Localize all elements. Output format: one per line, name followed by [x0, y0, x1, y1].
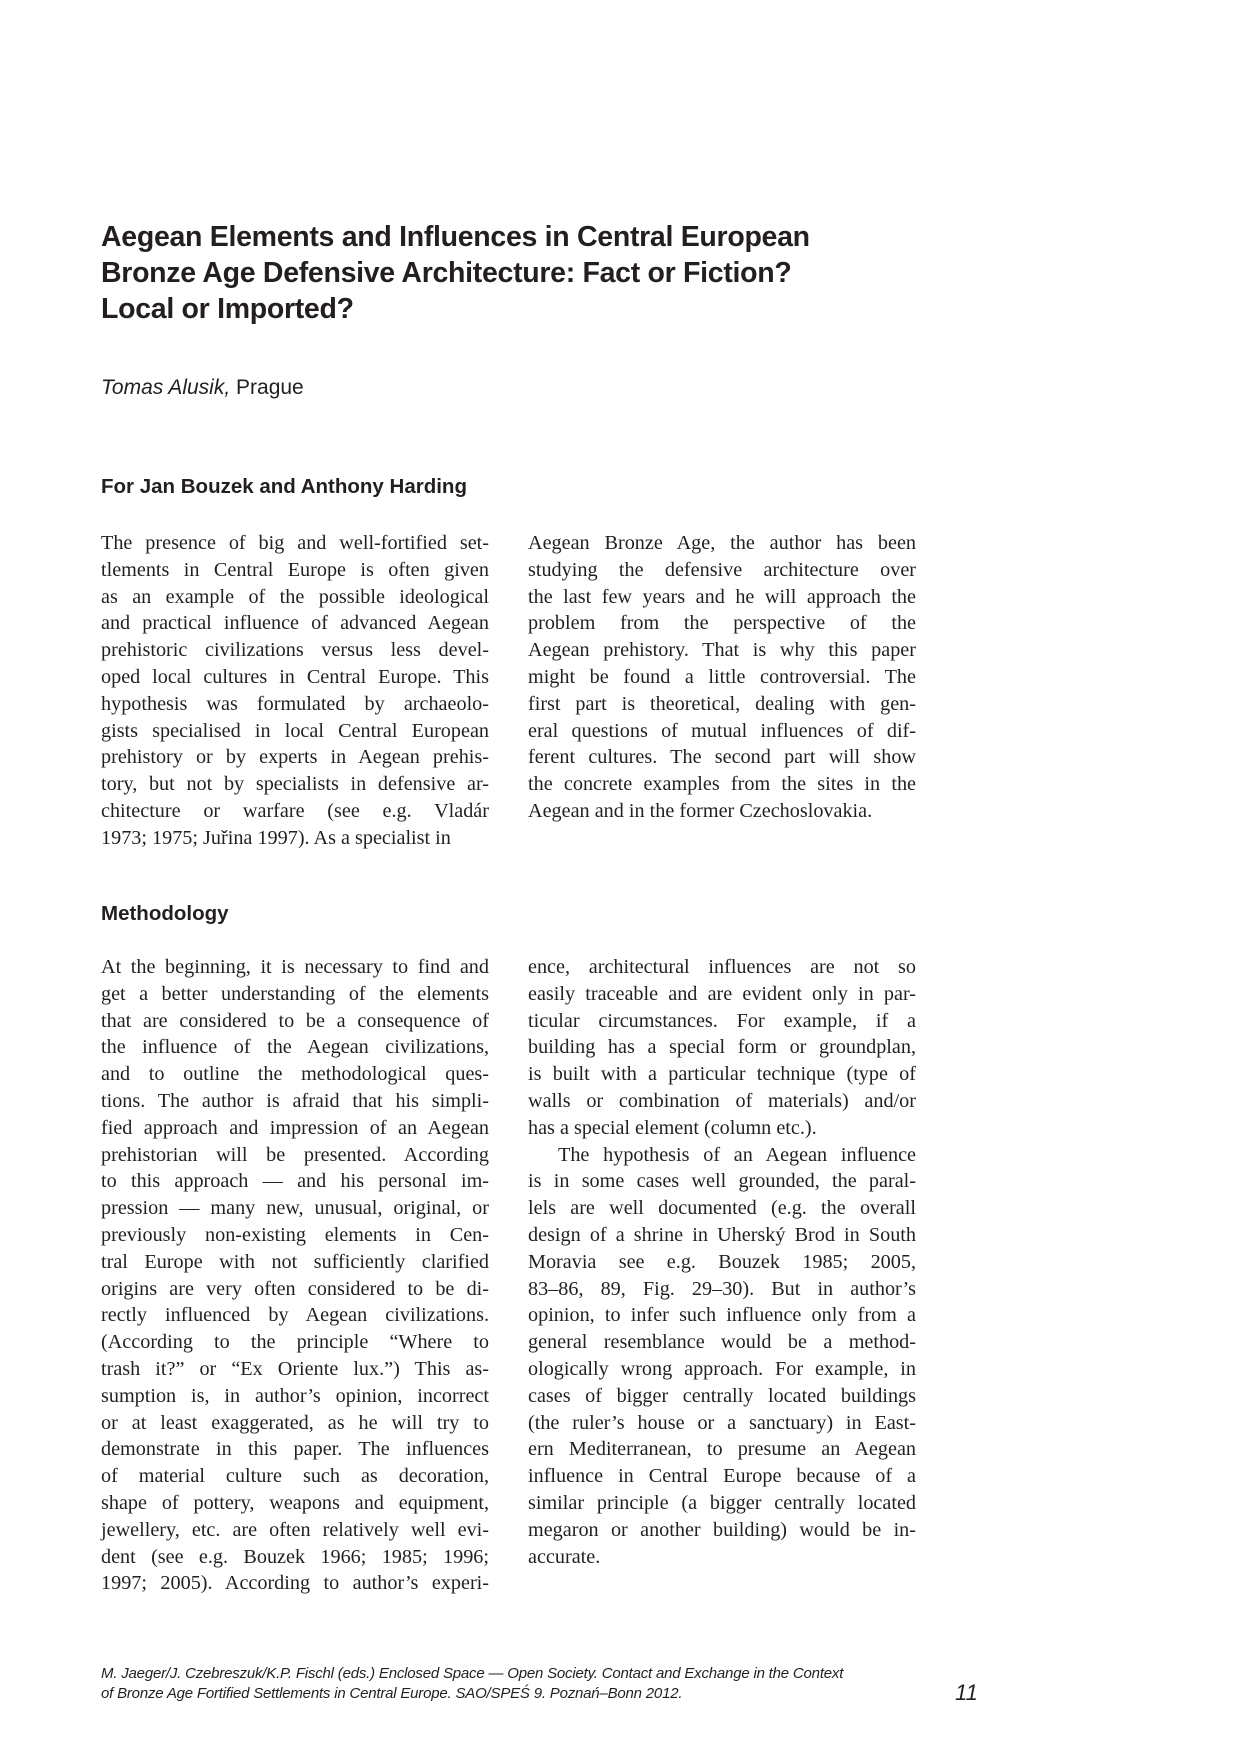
text-line: sumption is, in author’s opinion, incorrect	[101, 1384, 489, 1407]
text-line: ologically wrong approach. For example, in	[528, 1357, 916, 1380]
text-line: has a special element (column etc.).	[528, 1116, 817, 1139]
text-line: as an example of the possible ideological	[101, 585, 489, 608]
author-line	[101, 374, 304, 402]
citation-footer	[101, 1664, 843, 1704]
author-place: Prague	[236, 376, 304, 399]
text-line: or at least exaggerated, as he will try to	[101, 1411, 489, 1434]
text-line: tral Europe with not sufficiently clarified	[101, 1250, 489, 1273]
methodology-left-column	[101, 954, 489, 1597]
text-line: ern Mediterranean, to presume an Aegean	[528, 1438, 916, 1461]
text-line: influence in Central Europe because of a	[528, 1465, 916, 1488]
text-line: origins are very often considered to be di-	[101, 1277, 489, 1300]
text-line: of material culture such as decoration,	[101, 1465, 489, 1488]
text-line: walls or combination of materials) and/or	[528, 1089, 916, 1112]
text-line: demonstrate in this paper. The influences	[101, 1438, 489, 1461]
text-line: The presence of big and well-fortified set-	[101, 532, 489, 554]
text-line: cases of bigger centrally located buildings	[528, 1384, 916, 1407]
text-line: that are considered to be a consequence of	[101, 1009, 489, 1032]
text-line: prehistory or by experts in Aegean prehis-	[101, 746, 489, 769]
text-line: the influence of the Aegean civilizations,	[101, 1036, 489, 1059]
text-line: prehistorian will be presented. According	[101, 1143, 489, 1166]
text-line: get a better understanding of the elements	[101, 982, 489, 1005]
text-line: Aegean and in the former Czechoslovakia.	[528, 799, 873, 822]
text-line: 83–86, 89, Fig. 29–30). But in author’s	[528, 1277, 916, 1300]
text-line: hypothesis was formulated by archaeolo-	[101, 692, 489, 715]
text-line: building has a special form or groundplan,	[528, 1036, 916, 1059]
text-line: is built with a particular technique (type of	[528, 1063, 916, 1086]
text-line: oped local cultures in Central Europe. This	[101, 665, 489, 688]
text-line: Moravia see e.g. Bouzek 1985; 2005,	[528, 1250, 916, 1273]
text-line: is in some cases well grounded, the paral-	[528, 1170, 916, 1193]
text-line: trash it?” or “Ex Oriente lux.”) This as-	[101, 1357, 489, 1380]
text-line: At the beginning, it is necessary to find and	[101, 956, 489, 978]
text-line: eral questions of mutual influences of dif-	[528, 719, 916, 742]
footer-line: of Bronze Age Fortified Settlements in Central Europe. SAO/SPEŚ 9. Poznań–Bonn 2012.	[101, 1685, 683, 1702]
text-line: jewellery, etc. are often relatively well evi-	[101, 1518, 489, 1541]
text-line: accurate.	[528, 1545, 601, 1568]
text-line: lels are well documented (e.g. the overall	[528, 1197, 916, 1220]
text-line: previously non-existing elements in Cen-	[101, 1223, 489, 1246]
text-line: to this approach — and his personal im-	[101, 1170, 489, 1193]
text-line: opinion, to infer such influence only from a	[528, 1304, 916, 1327]
text-line: the concrete examples from the sites in the	[528, 773, 916, 796]
text-line: ence, architectural influences are not so	[528, 956, 916, 978]
text-line: prehistoric civilizations versus less devel-	[101, 639, 489, 662]
page-number: 11	[955, 1680, 978, 1705]
author-name: Tomas Alusik,	[101, 376, 231, 399]
title-line: Local or Imported?	[101, 293, 354, 325]
intro-left-column	[101, 530, 489, 852]
text-line: studying the defensive architecture over	[528, 558, 916, 581]
text-line: ferent cultures. The second part will show	[528, 746, 916, 769]
text-line: and practical influence of advanced Aegean	[101, 612, 489, 635]
text-line: megaron or another building) would be in-	[528, 1518, 916, 1541]
methodology-right-column	[528, 954, 916, 1570]
text-line: ticular circumstances. For example, if a	[528, 1009, 916, 1032]
text-line: 1973; 1975; Juřina 1997). As a specialist in	[101, 826, 451, 849]
text-line: chitecture or warfare (see e.g. Vladár	[101, 799, 489, 822]
intro-right-column	[528, 530, 916, 825]
text-line: easily traceable and are evident only in par-	[528, 982, 916, 1005]
text-line: tlements in Central Europe is often given	[101, 558, 489, 581]
text-line: the last few years and he will approach the	[528, 585, 916, 608]
text-line: fied approach and impression of an Aegean	[101, 1116, 489, 1139]
text-line: problem from the perspective of the	[528, 612, 916, 635]
text-line: (the ruler’s house or a sanctuary) in East-	[528, 1411, 916, 1434]
text-line: Aegean prehistory. That is why this paper	[528, 639, 916, 662]
text-line: general resemblance would be a method-	[528, 1331, 916, 1354]
text-line: 1997; 2005). According to author’s experi-	[101, 1572, 489, 1595]
text-line: tions. The author is afraid that his simpli-	[101, 1089, 489, 1112]
text-line: design of a shrine in Uherský Brod in South	[528, 1223, 916, 1246]
text-line: The hypothesis of an Aegean influence	[558, 1143, 916, 1166]
title-line: Bronze Age Defensive Architecture: Fact or Fiction?	[101, 257, 792, 289]
text-line: might be found a little controversial. The	[528, 665, 916, 688]
section-heading-methodology: Methodology	[101, 902, 229, 925]
text-line: pression — many new, unusual, original, or	[101, 1197, 489, 1220]
footer-line: M. Jaeger/J. Czebreszuk/K.P. Fischl (eds.) Enclosed Space — Open Society. Contact and Exchange in the Context	[101, 1665, 844, 1682]
text-line: (According to the principle “Where to	[101, 1331, 489, 1354]
text-line: similar principle (a bigger centrally located	[528, 1491, 916, 1514]
text-line: dent (see e.g. Bouzek 1966; 1985; 1996;	[101, 1545, 489, 1568]
text-line: Aegean Bronze Age, the author has been	[528, 532, 916, 554]
text-line: and to outline the methodological ques-	[101, 1063, 489, 1086]
text-line: shape of pottery, weapons and equipment,	[101, 1491, 489, 1514]
dedication-heading: For Jan Bouzek and Anthony Harding	[101, 475, 467, 498]
title-line: Aegean Elements and Influences in Central European	[101, 221, 810, 253]
text-line: tory, but not by specialists in defensive ar-	[101, 773, 489, 796]
text-line: rectly influenced by Aegean civilizations.	[101, 1304, 489, 1327]
text-line: first part is theoretical, dealing with gen-	[528, 692, 916, 715]
article-title	[101, 219, 810, 327]
text-line: gists specialised in local Central European	[101, 719, 489, 742]
